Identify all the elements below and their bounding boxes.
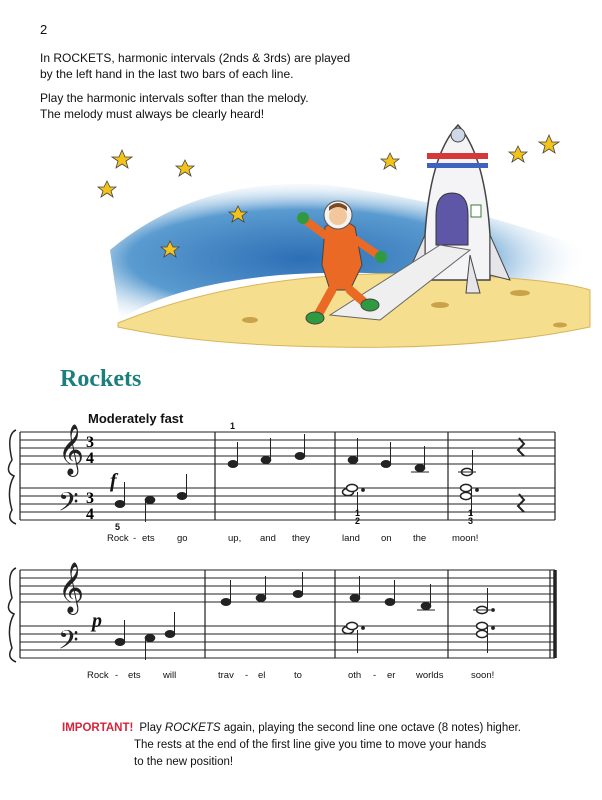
lyric: will <box>163 670 177 681</box>
lyric: they <box>292 533 310 544</box>
note <box>165 631 175 638</box>
star-icon <box>381 153 399 169</box>
intro-p2-line1: Play the harmonic intervals softer than the melody. <box>40 91 309 105</box>
lyric: - <box>133 533 137 544</box>
note <box>421 603 431 610</box>
grand-staff-brace <box>8 430 16 524</box>
important-line-3: to the new position! <box>134 756 234 768</box>
lyric: to <box>294 670 302 681</box>
crater <box>553 323 567 328</box>
finger-number: 1 <box>355 508 361 518</box>
crater <box>510 290 530 296</box>
grand-staff-brace <box>8 568 16 662</box>
crater <box>431 302 449 308</box>
treble-staff <box>20 432 555 464</box>
bass-staff <box>20 488 555 520</box>
note <box>385 599 395 606</box>
lyric: - <box>115 670 119 681</box>
crater <box>242 317 258 323</box>
lyric: er <box>387 670 396 681</box>
note <box>415 465 425 472</box>
lyric: ets <box>142 533 155 544</box>
note <box>261 457 271 464</box>
important-line-2: The rests at the end of the first line give you time to move your hands <box>134 739 487 751</box>
time-signature: 4 <box>86 506 94 523</box>
treble-staff <box>20 570 555 602</box>
important-line1-prefix: Play <box>139 722 165 734</box>
lyric: on <box>381 533 392 544</box>
star-icon <box>176 160 194 176</box>
important-note <box>62 720 582 771</box>
star-icon <box>112 150 132 168</box>
finger-number: 3 <box>468 516 474 526</box>
star-icon <box>539 135 559 153</box>
note <box>295 453 305 460</box>
intro-p1-line2: by the left hand in the last two bars of each line. <box>40 67 294 81</box>
lyric: moon! <box>452 533 479 544</box>
song-title: Rockets <box>60 366 142 392</box>
notes <box>115 434 478 522</box>
note <box>347 622 358 629</box>
notes <box>115 572 494 660</box>
finger-number: 2 <box>355 516 361 526</box>
finger-number-lh: 5 <box>115 522 121 532</box>
treble-clef-icon: 𝄞 <box>58 424 85 475</box>
note <box>115 501 125 508</box>
intro-p1-line1: In ROCKETS, harmonic intervals (2nds & 3rds) are played <box>40 51 351 65</box>
dynamic-forte: f <box>110 470 117 492</box>
lyric: land <box>342 533 360 544</box>
important-line-1 <box>62 720 582 737</box>
note <box>145 635 155 642</box>
lyric: the <box>413 533 427 544</box>
lyric: and <box>260 533 276 544</box>
note <box>347 484 358 491</box>
music-system-2 <box>0 558 602 668</box>
barlines <box>20 432 555 520</box>
note <box>477 622 488 629</box>
note <box>350 595 360 602</box>
important-label: IMPORTANT! <box>62 722 134 734</box>
important-line1-rest: again, playing the second line one octave (8 notes) higher. <box>220 722 521 734</box>
page-number: 2 <box>40 22 48 37</box>
note <box>381 461 391 468</box>
time-signature: 3 <box>86 434 94 451</box>
bass-clef-icon: 𝄢 <box>58 624 79 662</box>
music-system-1 <box>0 420 602 530</box>
note <box>256 595 266 602</box>
important-song-name: ROCKETS <box>164 722 221 734</box>
time-signature: 4 <box>86 450 94 467</box>
tempo-marking: Moderately fast <box>88 411 184 426</box>
note <box>145 497 155 504</box>
treble-clef-icon: 𝄞 <box>58 562 85 613</box>
lyric: soon! <box>471 670 495 681</box>
note <box>348 457 358 464</box>
lyric: el <box>258 670 266 681</box>
finger-number-rh: 1 <box>230 421 236 431</box>
astronaut-rocket-illustration <box>0 115 602 360</box>
lyric: up, <box>228 533 242 544</box>
intro-paragraph-1 <box>40 50 580 82</box>
intro-p2-line2: The melody must always be clearly heard! <box>40 107 265 121</box>
rest <box>518 494 524 512</box>
note <box>461 492 472 499</box>
note <box>293 591 303 598</box>
dynamic-piano: p <box>92 610 102 632</box>
lyric: ets <box>128 670 141 681</box>
lyric: worlds <box>416 670 444 681</box>
lyric: go <box>177 533 188 544</box>
star-icon <box>509 146 527 162</box>
rests <box>518 438 524 512</box>
lyric: - <box>373 670 377 681</box>
note <box>115 639 125 646</box>
time-signature: 3 <box>86 490 94 507</box>
lyric: oth <box>348 670 362 681</box>
note <box>477 630 488 637</box>
finger-number: 1 <box>468 508 474 518</box>
note <box>177 493 187 500</box>
lyric: trav <box>218 670 234 681</box>
note <box>221 599 231 606</box>
note <box>461 484 472 491</box>
bass-clef-icon: 𝄢 <box>58 486 79 524</box>
rest <box>518 438 524 456</box>
note <box>228 461 238 468</box>
star-icon <box>98 181 116 197</box>
lyric: Rock <box>107 533 129 544</box>
lyric: Rock <box>87 670 109 681</box>
lyric: - <box>245 670 249 681</box>
